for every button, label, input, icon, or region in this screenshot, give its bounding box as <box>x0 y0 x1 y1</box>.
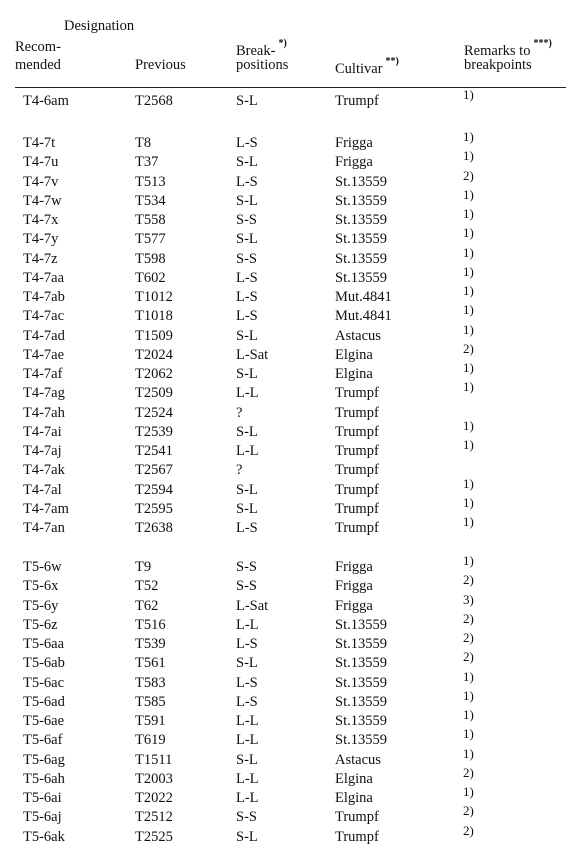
breakpositions-cell: S-S <box>236 809 257 826</box>
cultivar-cell: Trumpf <box>335 481 379 498</box>
remark-cell: 1) <box>463 514 474 529</box>
cultivar-cell: Mut.4841 <box>335 308 392 325</box>
recommended-cell: T5-6y <box>23 597 59 614</box>
table-row <box>0 148 587 172</box>
table-row <box>0 437 587 461</box>
table-row <box>0 461 587 480</box>
previous-cell: T2509 <box>135 385 173 402</box>
previous-cell: T585 <box>135 693 166 710</box>
cultivar-cell: Frigga <box>335 597 373 614</box>
breakpositions-cell: L-S <box>236 520 258 536</box>
recommended-cell: T5-6ai <box>23 790 62 806</box>
remark-cell: 1) <box>463 321 474 337</box>
cultivar-cell: Elgina <box>335 790 373 806</box>
recommended-cell: T5-6aj <box>23 809 62 826</box>
remark-cell: 2) <box>463 572 474 588</box>
recommended-cell: T5-6ag <box>23 751 65 768</box>
breakpositions-cell: L-L <box>236 443 259 459</box>
recommended-cell: T4-7ag <box>23 385 65 402</box>
previous-cell: T2524 <box>135 404 173 421</box>
previous-cell: T2512 <box>135 809 173 826</box>
table-row <box>0 687 587 712</box>
breakpositions-cell: L-L <box>236 770 259 787</box>
cultivar-cell: Frigga <box>335 559 373 575</box>
table-row <box>0 340 587 365</box>
table-row <box>0 803 587 827</box>
remarks-heading-text: Remarks to <box>464 42 531 59</box>
recommended-cell: T4-7ac <box>23 308 65 325</box>
previous-cell: T1511 <box>135 751 173 768</box>
remark-cell: 1) <box>463 417 474 433</box>
remark-cell: 1) <box>463 263 474 279</box>
cultivar-cell: Mut.4841 <box>335 289 392 305</box>
breakpositions-cell: S-S <box>236 212 257 228</box>
previous-cell: T1018 <box>135 308 173 325</box>
previous-cell: T2003 <box>135 770 173 787</box>
recommended-cell: T4-7af <box>23 366 63 382</box>
remark-cell: 1) <box>463 784 474 799</box>
remark-cell: 1) <box>463 360 474 375</box>
previous-cell: T9 <box>135 559 152 575</box>
cultivar-cell: St.13559 <box>335 192 387 209</box>
breakpositions-heading-text: Break- <box>236 42 276 59</box>
breakpositions-cell: L-L <box>236 790 259 806</box>
cultivar-cell: Trumpf <box>335 520 379 536</box>
cultivar-heading-text: Cultivar <box>335 60 383 77</box>
breakpositions-cell: S-S <box>236 559 257 575</box>
previous-cell: T2595 <box>135 500 173 517</box>
remark-cell: 1) <box>463 668 474 684</box>
table-row <box>0 707 587 731</box>
previous-heading: Previous <box>135 57 186 73</box>
breakpositions-cell: S-S <box>236 578 257 595</box>
previous-cell: T2638 <box>135 520 173 536</box>
recommended-cell: T4-7ak <box>23 462 65 479</box>
remarks-heading-line2: breakpoints <box>464 57 532 73</box>
cultivar-cell: Astacus <box>335 751 381 768</box>
table-row <box>0 553 587 577</box>
recommended-cell: T4-7z <box>23 250 58 267</box>
recommended-cell: T5-6ak <box>23 828 65 845</box>
table-row <box>0 649 587 673</box>
previous-cell: T2541 <box>135 443 173 459</box>
previous-cell: T62 <box>135 597 159 614</box>
recommended-cell: T4-7ai <box>23 423 62 440</box>
remark-cell: 3) <box>463 591 474 607</box>
breakpositions-cell: L-S <box>236 636 258 652</box>
recommended-cell: T4-7x <box>23 212 59 228</box>
cultivar-cell: Trumpf <box>335 385 379 402</box>
table-row <box>0 591 587 616</box>
remark-cell: 2) <box>463 822 474 838</box>
remark-cell: 1) <box>463 244 474 260</box>
cultivar-cell: St.13559 <box>335 636 387 652</box>
cultivar-cell: Elgina <box>335 346 373 363</box>
recommended-cell: T4-7t <box>23 135 56 151</box>
recommended-cell: T5-6z <box>23 616 58 633</box>
table-row <box>0 514 587 538</box>
recommended-cell: T4-7ah <box>23 404 65 421</box>
recommended-cell: T4-7am <box>23 500 69 517</box>
breakpositions-cell: L-S <box>236 269 258 286</box>
breakpositions-cell: L-S <box>236 308 258 325</box>
cultivar-cell: Frigga <box>335 578 373 595</box>
recommended-cell: T5-6w <box>23 559 62 575</box>
previous-cell: T2024 <box>135 346 173 363</box>
cultivar-cell: Elgina <box>335 366 373 382</box>
breakpositions-cell: S-L <box>236 231 258 248</box>
breakpositions-cell: L-L <box>236 616 259 633</box>
cultivar-cell: St.13559 <box>335 173 387 190</box>
table-row <box>0 302 587 326</box>
recommended-cell: T4-7al <box>23 481 62 498</box>
cultivar-cell: Elgina <box>335 770 373 787</box>
previous-cell: T534 <box>135 192 166 209</box>
cultivar-cell: St.13559 <box>335 269 387 286</box>
remark-cell: 1) <box>463 687 474 703</box>
table-row <box>0 379 587 403</box>
recommended-cell: T5-6ab <box>23 655 65 672</box>
remark-cell: 1) <box>463 745 474 761</box>
cultivar-cell: Trumpf <box>335 828 379 845</box>
table-row <box>0 360 587 384</box>
recommended-cell: T5-6ad <box>23 693 65 710</box>
breakpositions-cell: S-L <box>236 93 258 109</box>
table-row <box>0 129 587 153</box>
remark-cell: 2) <box>463 649 474 665</box>
recommended-cell: T5-6af <box>23 732 63 749</box>
previous-cell: T1012 <box>135 289 173 305</box>
table-row <box>0 225 587 249</box>
remark-cell: 1) <box>463 206 474 221</box>
previous-cell: T2539 <box>135 423 173 440</box>
cultivar-cell: St.13559 <box>335 212 387 228</box>
remark-cell: 2) <box>463 340 474 356</box>
remark-cell: 1) <box>463 225 474 241</box>
recommended-cell: T4-7aa <box>23 269 65 286</box>
recommended-cell: T4-7u <box>23 154 59 171</box>
breakpositions-cell: S-L <box>236 655 258 672</box>
breakpositions-cell: S-L <box>236 154 258 171</box>
recommended-cell: T4-7w <box>23 192 62 209</box>
table-row <box>0 822 587 847</box>
previous-cell: T2568 <box>135 93 173 109</box>
remark-cell: 1) <box>463 553 474 568</box>
remark-cell: 2) <box>463 803 474 819</box>
previous-cell: T37 <box>135 154 159 171</box>
remark-cell: 1) <box>463 437 474 452</box>
cultivar-cell: Trumpf <box>335 462 379 479</box>
breakpositions-cell: L-L <box>236 713 259 729</box>
previous-cell: T577 <box>135 231 166 248</box>
previous-cell: T2062 <box>135 366 173 382</box>
recommended-cell: T5-6ae <box>23 713 65 729</box>
previous-cell: T2567 <box>135 462 173 479</box>
cultivar-cell: Astacus <box>335 327 381 344</box>
breakpositions-cell: ? <box>236 404 243 421</box>
table-row <box>0 745 587 770</box>
table-row <box>0 610 587 635</box>
cultivar-cell: St.13559 <box>335 250 387 267</box>
table-row <box>0 764 587 789</box>
table-row <box>0 784 587 808</box>
recommended-cell: T4-7an <box>23 520 65 536</box>
remark-cell: 2) <box>463 630 474 645</box>
table-row <box>0 206 587 230</box>
table-row <box>0 475 587 500</box>
cultivar-cell: Frigga <box>335 135 373 151</box>
breakpositions-cell: S-L <box>236 327 258 344</box>
recommended-cell: T4-7v <box>23 173 59 190</box>
previous-cell: T561 <box>135 655 166 672</box>
breakpositions-cell: S-L <box>236 366 258 382</box>
table-row <box>0 630 587 654</box>
cultivar-cell: St.13559 <box>335 732 387 749</box>
recommended-cell: T4-7ab <box>23 289 65 305</box>
breakpositions-cell: S-S <box>236 250 257 267</box>
cultivar-cell: St.13559 <box>335 616 387 633</box>
breakpositions-cell: S-L <box>236 500 258 517</box>
breakpositions-cell: ? <box>236 462 243 479</box>
table-row <box>0 186 587 211</box>
remark-cell: 1) <box>463 186 474 202</box>
breakpositions-cell: S-L <box>236 481 258 498</box>
previous-cell: T52 <box>135 578 159 595</box>
table-row <box>0 244 587 269</box>
table-row <box>0 668 587 693</box>
remark-cell: 1) <box>463 379 474 395</box>
remark-cell: 1) <box>463 494 474 510</box>
previous-cell: T2022 <box>135 790 173 806</box>
breakpositions-cell: L-L <box>236 732 259 749</box>
table-row <box>0 572 587 596</box>
recommended-cell: T4-7y <box>23 231 59 248</box>
breakpositions-heading-line2: positions <box>236 57 289 73</box>
previous-cell: T602 <box>135 269 166 286</box>
cultivar-cell: Trumpf <box>335 423 379 440</box>
previous-cell: T2594 <box>135 481 173 498</box>
previous-cell: T558 <box>135 212 166 228</box>
recommended-cell: T5-6ac <box>23 674 65 691</box>
recommended-cell: T4-7aj <box>23 443 62 459</box>
recommended-cell: T5-6aa <box>23 636 65 652</box>
remark-cell: 1) <box>463 129 474 144</box>
previous-cell: T598 <box>135 250 166 267</box>
cultivar-cell: St.13559 <box>335 693 387 710</box>
table-row <box>0 263 587 288</box>
recommended-cell: T5-6ah <box>23 770 65 787</box>
remark-cell: 2) <box>463 610 474 626</box>
previous-cell: T2525 <box>135 828 173 845</box>
breakpositions-cell: S-L <box>236 751 258 768</box>
previous-cell: T1509 <box>135 327 173 344</box>
recommended-cell: T4-7ae <box>23 346 65 363</box>
table-row <box>0 726 587 750</box>
breakpositions-cell: S-L <box>236 828 258 845</box>
previous-cell: T513 <box>135 173 166 190</box>
breakpositions-cell: S-L <box>236 192 258 209</box>
previous-cell: T8 <box>135 135 152 151</box>
cultivar-cell: Frigga <box>335 154 373 171</box>
remark-cell: 1) <box>463 283 474 298</box>
cultivar-cell: Trumpf <box>335 93 379 109</box>
remark-cell: 1) <box>463 87 474 102</box>
previous-cell: T619 <box>135 732 166 749</box>
remark-cell: 1) <box>463 148 474 164</box>
breakpositions-cell: L-Sat <box>236 346 269 363</box>
cultivar-cell: Trumpf <box>335 443 379 459</box>
cultivar-cell: Trumpf <box>335 809 379 826</box>
remark-cell: 2) <box>463 167 474 183</box>
cultivar-cell: St.13559 <box>335 713 387 729</box>
cultivar-cell: St.13559 <box>335 674 387 691</box>
remark-cell: 1) <box>463 475 474 491</box>
breakpositions-cell: L-S <box>236 135 258 151</box>
previous-cell: T539 <box>135 636 166 652</box>
breakpositions-cell: L-S <box>236 289 258 305</box>
cultivar-cell: Trumpf <box>335 500 379 517</box>
recommended-heading-line2: mended <box>15 57 61 73</box>
table-row <box>0 87 587 111</box>
table-row <box>0 283 587 307</box>
breakpositions-cell: L-S <box>236 674 258 691</box>
breakpositions-cell: L-Sat <box>236 597 269 614</box>
breakpositions-cell: S-L <box>236 423 258 440</box>
breakpositions-cell: L-S <box>236 693 258 710</box>
remark-cell: 1) <box>463 726 474 742</box>
breakpositions-footnote-mark: *) <box>278 38 287 49</box>
cultivar-cell: Trumpf <box>335 404 379 421</box>
remark-cell: 1) <box>463 302 474 318</box>
table-row <box>0 494 587 519</box>
remark-cell: 2) <box>463 764 474 780</box>
recommended-cell: T5-6x <box>23 578 59 595</box>
remark-cell: 1) <box>463 707 474 722</box>
previous-cell: T583 <box>135 674 166 691</box>
cultivar-footnote-mark: **) <box>385 56 399 67</box>
table-row <box>0 321 587 346</box>
table-row <box>0 167 587 192</box>
breakpositions-cell: L-S <box>236 173 258 190</box>
cultivar-cell: St.13559 <box>335 231 387 248</box>
previous-cell: T516 <box>135 616 166 633</box>
recommended-heading-line1: Recom- <box>15 39 61 55</box>
recommended-cell: T4-6am <box>23 93 69 109</box>
cultivar-cell: St.13559 <box>335 655 387 672</box>
table-row <box>0 417 587 442</box>
remarks-footnote-mark: ***) <box>533 38 552 49</box>
breakpositions-cell: L-L <box>236 385 259 402</box>
recommended-cell: T4-7ad <box>23 327 65 344</box>
table-row <box>0 404 587 423</box>
designation-heading: Designation <box>64 18 135 34</box>
previous-cell: T591 <box>135 713 166 729</box>
